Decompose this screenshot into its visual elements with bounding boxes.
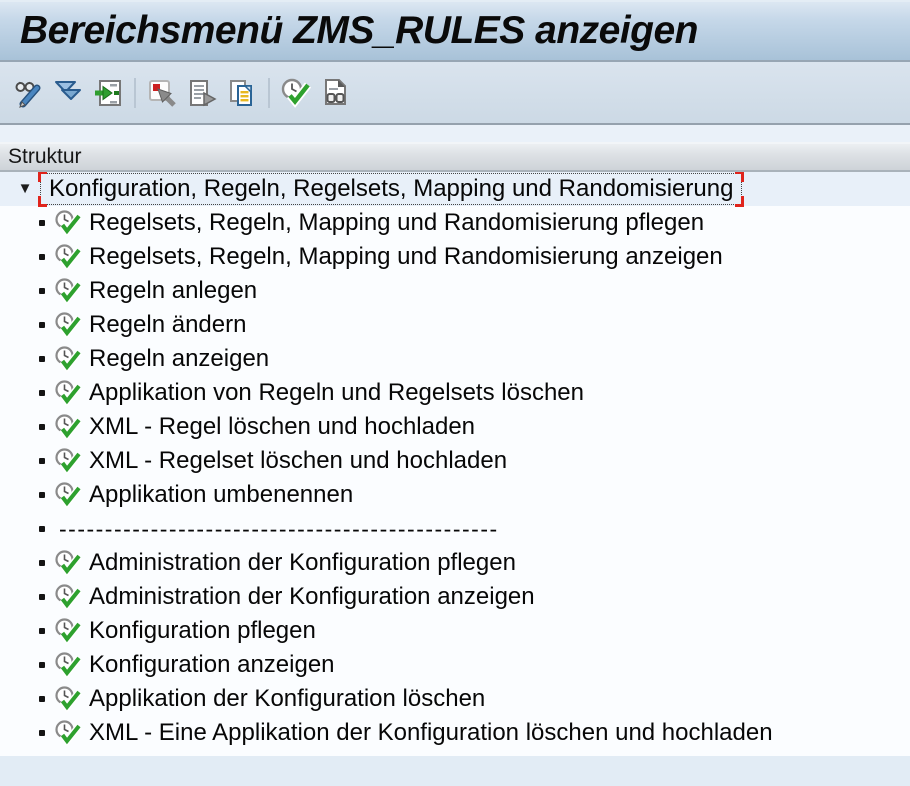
- display-change-icon: [13, 78, 43, 108]
- tree-item[interactable]: [0, 614, 910, 648]
- selection-bracket-icon: [735, 196, 744, 207]
- tree-item-label: Applikation der Konfiguration löschen: [89, 685, 486, 712]
- find-in-document-icon: [321, 78, 351, 108]
- tree-item[interactable]: [0, 206, 910, 240]
- pick-node-button[interactable]: [144, 75, 180, 111]
- execute-transaction-icon: [54, 617, 82, 645]
- bullet-icon: [39, 662, 45, 668]
- execute-transaction-icon: [54, 447, 82, 475]
- tree-item-label: ------------------------------------------------: [59, 515, 499, 542]
- copy-button[interactable]: [224, 75, 260, 111]
- double-down-triangles-button[interactable]: [50, 75, 86, 111]
- bottom-band: [0, 756, 910, 786]
- titlebar: [0, 0, 910, 62]
- execute-transaction-icon: [54, 209, 82, 237]
- display-change-button[interactable]: [10, 75, 46, 111]
- execute-transaction-icon: [54, 379, 82, 407]
- bullet-icon: [39, 356, 45, 362]
- page-title: Bereichsmenü ZMS_RULES anzeigen: [20, 9, 699, 52]
- content-gap: [0, 125, 910, 142]
- execute-transaction-icon: [54, 413, 82, 441]
- tree-item-label: Regeln anzeigen: [89, 345, 270, 372]
- bullet-icon: [39, 220, 45, 226]
- toolbar-separator: [268, 78, 270, 108]
- bullet-icon: [39, 254, 45, 260]
- selection-bracket-icon: [38, 196, 47, 207]
- tree-item[interactable]: [0, 444, 910, 478]
- execute-transaction-icon: [54, 243, 82, 271]
- tree-item[interactable]: [0, 274, 910, 308]
- tree-item[interactable]: [0, 410, 910, 444]
- tree-item[interactable]: [0, 342, 910, 376]
- bullet-icon: [39, 492, 45, 498]
- tree-item-label: Konfiguration anzeigen: [89, 651, 335, 678]
- bullet-icon: [39, 560, 45, 566]
- execute-transaction-icon: [54, 345, 82, 373]
- goto-node-icon: [93, 78, 123, 108]
- tree-item[interactable]: [0, 512, 910, 546]
- find-in-document-button[interactable]: [318, 75, 354, 111]
- execute-transaction-icon: [54, 277, 82, 305]
- tree-item[interactable]: [0, 580, 910, 614]
- tree-item[interactable]: [0, 376, 910, 410]
- tree-item-label: Regeln ändern: [89, 311, 247, 338]
- toolbar: [0, 62, 910, 125]
- tree-root-node[interactable]: [0, 172, 910, 206]
- tree-item[interactable]: [0, 546, 910, 580]
- tree-item-label: Regeln anlegen: [89, 277, 258, 304]
- tree-item[interactable]: [0, 682, 910, 716]
- menu-tree: [0, 172, 910, 756]
- bullet-icon: [39, 288, 45, 294]
- bullet-icon: [39, 424, 45, 430]
- tree-item[interactable]: [0, 240, 910, 274]
- selected-node-indicator[interactable]: [40, 173, 742, 205]
- tree-item-label: Applikation von Regeln und Regelsets löschen: [89, 379, 584, 406]
- double-down-triangles-icon: [53, 78, 83, 108]
- execute-transaction-icon: [54, 719, 82, 747]
- execute-icon: [281, 78, 311, 108]
- tree-root-label: Konfiguration, Regeln, Regelsets, Mapping und Randomisierung: [49, 175, 734, 202]
- tree-item[interactable]: [0, 648, 910, 682]
- bullet-icon: [39, 458, 45, 464]
- bullet-icon: [39, 526, 45, 532]
- bullet-icon: [39, 390, 45, 396]
- tree-item-label: XML - Eine Applikation der Konfiguration löschen und hochladen: [89, 719, 773, 746]
- execute-transaction-icon: [54, 549, 82, 577]
- execute-transaction-icon: [54, 651, 82, 679]
- bullet-icon: [39, 696, 45, 702]
- tree-item-label: XML - Regel löschen und hochladen: [89, 413, 476, 440]
- tree-item[interactable]: [0, 716, 910, 750]
- tree-column-header-label: Struktur: [8, 145, 82, 168]
- tree-item-label: Konfiguration pflegen: [89, 617, 316, 644]
- tree-column-header: [0, 142, 910, 172]
- bullet-icon: [39, 322, 45, 328]
- bullet-icon: [39, 594, 45, 600]
- selection-bracket-icon: [38, 172, 47, 182]
- tree-items: [0, 206, 910, 750]
- execute-transaction-icon: [54, 311, 82, 339]
- tree-item[interactable]: [0, 478, 910, 512]
- execute-transaction-icon: [54, 583, 82, 611]
- bullet-icon: [39, 730, 45, 736]
- tree-item[interactable]: [0, 308, 910, 342]
- copy-icon: [227, 78, 257, 108]
- pick-node-icon: [147, 78, 177, 108]
- tree-item-label: Applikation umbenennen: [89, 481, 354, 508]
- execute-transaction-icon: [54, 685, 82, 713]
- tree-item-label: Regelsets, Regeln, Mapping und Randomisierung pflegen: [89, 209, 705, 236]
- goto-node-button[interactable]: [90, 75, 126, 111]
- tree-item-label: Administration der Konfiguration anzeigen: [89, 583, 535, 610]
- selection-bracket-icon: [735, 172, 744, 182]
- tree-item-label: XML - Regelset löschen und hochladen: [89, 447, 508, 474]
- bullet-icon: [39, 628, 45, 634]
- collapse-triangle-icon[interactable]: ▼: [17, 180, 33, 197]
- tree-item-label: Regelsets, Regeln, Mapping und Randomisierung anzeigen: [89, 243, 723, 270]
- tree-item-label: Administration der Konfiguration pflegen: [89, 549, 516, 576]
- execute-transaction-icon: [54, 481, 82, 509]
- toolbar-separator: [134, 78, 136, 108]
- display-node-icon: [187, 78, 217, 108]
- execute-button[interactable]: [278, 75, 314, 111]
- display-node-button[interactable]: [184, 75, 220, 111]
